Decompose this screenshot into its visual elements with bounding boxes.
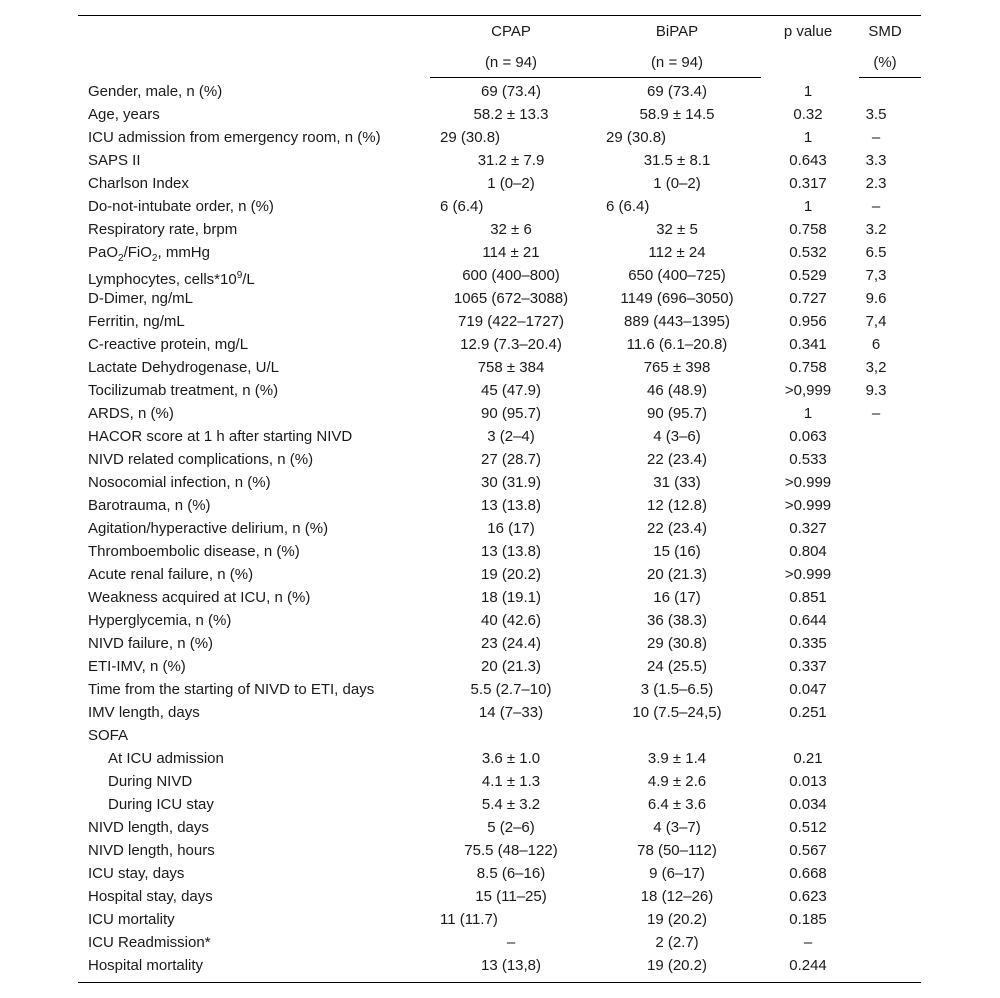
cell-cpap: 32 ± 6: [490, 221, 532, 238]
row-label: [88, 106, 160, 124]
cell-p-value: 1: [803, 198, 813, 215]
row-label-text: Do-not-intubate order, n (%): [88, 198, 274, 215]
row-label-text: /FiO: [123, 244, 152, 261]
cell-p-value: 0.533: [789, 451, 827, 468]
row-label: [88, 359, 279, 377]
cell-bipap: 78 (50–112): [637, 842, 717, 859]
cell-p-value: 0.567: [789, 842, 827, 859]
cell-bipap: 650 (400–725): [628, 267, 726, 284]
row-label-text: ICU Readmission*: [88, 934, 211, 951]
row-label: [88, 221, 237, 239]
cell-cpap: 719 (422–1727): [458, 313, 564, 330]
row-label: [88, 520, 328, 538]
cell-bipap: 22 (23.4): [646, 520, 708, 537]
cell-cpap: 13 (13.8): [480, 497, 542, 514]
cell-bipap: 6.4 ± 3.6: [647, 796, 707, 813]
cell-bipap: 15 (16): [653, 543, 701, 560]
row-label-text: HACOR score at 1 h after starting NIVD: [88, 428, 353, 445]
cell-cpap: 40 (42.6): [480, 612, 542, 629]
cell-cpap: 13 (13,8): [480, 957, 542, 974]
cell-p-value: 0.063: [789, 428, 827, 445]
header-smd-unit: (%): [873, 54, 897, 71]
cell-cpap: 6 (6.4): [440, 198, 484, 215]
cell-cpap: 8.5 (6–16): [476, 865, 546, 882]
cell-bipap: 765 ± 398: [643, 359, 711, 376]
row-label-text: ICU admission from emergency room, n (%): [88, 129, 381, 146]
row-label-text: Gender, male, n (%): [88, 83, 223, 100]
row-label-text: Hyperglycemia, n (%): [88, 612, 232, 629]
cell-cpap: 3 (2–4): [487, 428, 535, 445]
cell-smd: 3.5: [865, 106, 887, 123]
row-label-text: Weakness acquired at ICU, n (%): [88, 589, 311, 606]
cell-smd: 7,4: [865, 313, 887, 330]
cell-p-value: 1: [803, 83, 813, 100]
row-label: [88, 290, 193, 308]
cell-cpap: 16 (17): [487, 520, 535, 537]
cell-p-value: 1: [803, 405, 813, 422]
cell-p-value: –: [803, 934, 813, 951]
row-label: [88, 566, 253, 584]
row-label-text: Acute renal failure, n (%): [88, 566, 254, 583]
cell-smd: 6: [871, 336, 881, 353]
cell-p-value: 0.956: [789, 313, 827, 330]
cell-bipap: 3.9 ± 1.4: [647, 750, 707, 767]
row-label: [88, 658, 186, 676]
row-label: [88, 175, 189, 193]
cell-bipap: 9 (6–17): [649, 865, 705, 882]
row-label-text: ETI-IMV, n (%): [88, 658, 186, 675]
row-label-text: /L: [242, 271, 255, 288]
cell-p-value: 0.758: [789, 359, 827, 376]
row-label: [88, 152, 141, 170]
superscript: 9: [236, 270, 243, 281]
cell-bipap: 18 (12–26): [640, 888, 714, 905]
row-label-text: IMV length, days: [88, 704, 200, 721]
cell-smd: 3.3: [865, 152, 887, 169]
row-label: [108, 773, 192, 791]
cell-smd: 7,3: [865, 267, 887, 284]
header-cpap: CPAP: [491, 23, 531, 40]
row-label-text: SOFA: [88, 727, 129, 744]
cell-cpap: 3.6 ± 1.0: [481, 750, 541, 767]
subscript: 2: [151, 253, 158, 264]
row-label-text: C-reactive protein, mg/L: [88, 336, 249, 353]
subscript: 2: [118, 253, 124, 264]
cell-cpap: 30 (31.9): [480, 474, 542, 491]
row-label-text: Charlson Index: [88, 175, 189, 192]
row-label: [88, 727, 128, 745]
cell-cpap: 114 ± 21: [482, 244, 540, 261]
cell-p-value: 0.244: [789, 957, 827, 974]
row-label: [88, 842, 215, 860]
cell-p-value: 0.727: [789, 290, 827, 307]
cell-bipap: 2 (2.7): [655, 934, 699, 951]
cell-bipap: 31.5 ± 8.1: [643, 152, 711, 169]
cell-smd: –: [871, 129, 881, 146]
cell-p-value: 0.034: [789, 796, 827, 813]
cell-cpap: 23 (24.4): [480, 635, 542, 652]
cell-cpap: 5.5 (2.7–10): [470, 681, 552, 698]
row-label: [88, 474, 271, 492]
cell-p-value: 0.851: [789, 589, 827, 606]
row-label: [108, 796, 214, 814]
cell-cpap: 27 (28.7): [480, 451, 542, 468]
row-label: [88, 198, 274, 216]
cell-cpap: 20 (21.3): [480, 658, 542, 675]
row-label-text: Respiratory rate, brpm: [88, 221, 238, 238]
row-label: [88, 244, 210, 268]
cell-bipap: 20 (21.3): [646, 566, 708, 583]
cell-bipap: 29 (30.8): [606, 129, 667, 146]
cell-cpap: 1065 (672–3088): [453, 290, 569, 307]
row-label: [88, 635, 213, 653]
cell-cpap: 600 (400–800): [462, 267, 560, 284]
row-label: [88, 267, 255, 289]
cell-bipap: 19 (20.2): [646, 957, 708, 974]
row-label: [88, 934, 211, 952]
row-label: [88, 957, 203, 975]
header-underline-smd: [859, 77, 921, 78]
row-label: [88, 589, 310, 607]
cell-smd: 3.2: [865, 221, 887, 238]
row-label-text: NIVD length, days: [88, 819, 209, 836]
cell-smd: 9.3: [865, 382, 887, 399]
row-label-text: ICU stay, days: [88, 865, 185, 882]
cell-smd: 3,2: [865, 359, 887, 376]
cell-p-value: 0.013: [789, 773, 827, 790]
cell-bipap: 46 (48.9): [646, 382, 708, 399]
header-smd: SMD: [868, 23, 902, 40]
row-label-text: ICU mortality: [88, 911, 175, 928]
cell-bipap: 112 ± 24: [648, 244, 706, 261]
cell-bipap: 11.6 (6.1–20.8): [626, 336, 728, 353]
cell-bipap: 3 (1.5–6.5): [640, 681, 714, 698]
cell-cpap: 58.2 ± 13.3: [473, 106, 549, 123]
cell-bipap: 90 (95.7): [646, 405, 708, 422]
cell-p-value: >0.999: [784, 566, 832, 583]
row-label: [88, 681, 374, 699]
cell-p-value: 0.804: [789, 543, 827, 560]
bottom-rule: [78, 982, 921, 983]
cell-cpap: 5.4 ± 3.2: [481, 796, 541, 813]
cell-cpap: –: [506, 934, 516, 951]
row-label: [88, 911, 175, 929]
row-label: [108, 750, 224, 768]
row-label-text: Ferritin, ng/mL: [88, 313, 185, 330]
row-label-text: NIVD related complications, n (%): [88, 451, 314, 468]
row-label-text: Tocilizumab treatment, n (%): [88, 382, 279, 399]
row-label: [88, 451, 313, 469]
row-label-text: SAPS II: [88, 152, 141, 169]
header-cpap-n: (n = 94): [484, 54, 538, 71]
cell-cpap: 4.1 ± 1.3: [481, 773, 541, 790]
row-label-text: At ICU admission: [108, 750, 224, 767]
cell-bipap: 4 (3–7): [653, 819, 701, 836]
cell-bipap: 31 (33): [653, 474, 701, 491]
cell-smd: –: [871, 198, 881, 215]
cell-smd: –: [871, 405, 881, 422]
cell-p-value: 0.512: [789, 819, 827, 836]
cell-cpap: 19 (20.2): [480, 566, 542, 583]
header-underline-groups: [430, 77, 761, 78]
row-label-text: Nosocomial infection, n (%): [88, 474, 271, 491]
cell-cpap: 45 (47.9): [480, 382, 542, 399]
top-rule: [78, 15, 921, 16]
row-label-text: PaO: [88, 244, 119, 261]
cell-cpap: 5 (2–6): [487, 819, 535, 836]
row-label-text: Time from the starting of NIVD to ETI, days: [88, 681, 375, 698]
cell-bipap: 69 (73.4): [646, 83, 708, 100]
cell-cpap: 11 (11.7): [440, 911, 498, 928]
row-label-text: NIVD failure, n (%): [88, 635, 214, 652]
cell-cpap: 14 (7–33): [478, 704, 544, 721]
cell-p-value: 0.327: [789, 520, 827, 537]
cell-p-value: >0.999: [784, 497, 832, 514]
cell-p-value: 0.341: [789, 336, 827, 353]
cell-cpap: 69 (73.4): [480, 83, 542, 100]
row-label: [88, 497, 211, 515]
row-label: [88, 888, 213, 906]
row-label-text: , mmHg: [157, 244, 210, 261]
cell-bipap: 29 (30.8): [646, 635, 708, 652]
cell-bipap: 36 (38.3): [646, 612, 708, 629]
cell-bipap: 4.9 ± 2.6: [647, 773, 707, 790]
cell-cpap: 15 (11–25): [475, 888, 547, 905]
row-label: [88, 313, 185, 331]
row-label: [88, 612, 231, 630]
cell-bipap: 4 (3–6): [653, 428, 701, 445]
cell-bipap: 32 ± 5: [656, 221, 698, 238]
cell-p-value: 0.532: [789, 244, 827, 261]
cell-p-value: 0.529: [789, 267, 827, 284]
cell-bipap: 12 (12.8): [646, 497, 708, 514]
row-label: [88, 865, 184, 883]
cell-p-value: 0.337: [789, 658, 827, 675]
row-label-text: Thromboembolic disease, n (%): [88, 543, 300, 560]
row-label: [88, 704, 200, 722]
cell-cpap: 90 (95.7): [480, 405, 542, 422]
row-label-text: Age, years: [88, 106, 160, 123]
row-label: [88, 382, 278, 400]
cell-bipap: 24 (25.5): [646, 658, 708, 675]
header-bipap: BiPAP: [655, 23, 699, 40]
cell-smd: 6.5: [865, 244, 887, 261]
cell-p-value: 0.251: [789, 704, 827, 721]
cell-bipap: 10 (7.5–24,5): [632, 704, 722, 721]
cell-p-value: >0.999: [784, 474, 832, 491]
row-label: [88, 819, 209, 837]
cell-p-value: >0,999: [784, 382, 832, 399]
cell-p-value: 0.623: [789, 888, 827, 905]
cell-p-value: 1: [803, 129, 813, 146]
header-p-value: p value: [783, 23, 833, 40]
cell-p-value: 0.047: [789, 681, 827, 698]
cell-cpap: 1 (0–2): [487, 175, 535, 192]
row-label: [88, 428, 352, 446]
cell-p-value: 0.317: [789, 175, 827, 192]
cell-smd: 9.6: [865, 290, 887, 307]
cell-p-value: 0.185: [789, 911, 827, 928]
row-label-text: D-Dimer, ng/mL: [88, 290, 194, 307]
cell-p-value: 0.644: [789, 612, 827, 629]
row-label-text: Lymphocytes, cells*10: [88, 271, 237, 288]
cell-cpap: 29 (30.8): [440, 129, 501, 146]
cell-cpap: 758 ± 384: [477, 359, 545, 376]
row-label: [88, 543, 300, 561]
cell-p-value: 0.335: [789, 635, 827, 652]
cell-p-value: 0.758: [789, 221, 827, 238]
row-label: [88, 405, 174, 423]
cell-bipap: 889 (443–1395): [624, 313, 730, 330]
row-label: [88, 129, 381, 147]
cell-cpap: 31.2 ± 7.9: [477, 152, 545, 169]
cell-bipap: 1 (0–2): [653, 175, 701, 192]
cell-smd: 2.3: [865, 175, 887, 192]
row-label: [88, 336, 248, 354]
cell-bipap: 16 (17): [653, 589, 701, 606]
row-label-text: Agitation/hyperactive delirium, n (%): [88, 520, 329, 537]
row-label-text: Lactate Dehydrogenase, U/L: [88, 359, 279, 376]
row-label-text: Hospital mortality: [88, 957, 204, 974]
row-label: [88, 83, 222, 101]
cell-cpap: 12.9 (7.3–20.4): [460, 336, 562, 353]
row-label-text: During ICU stay: [108, 796, 214, 813]
row-label-text: NIVD length, hours: [88, 842, 215, 859]
cell-cpap: 18 (19.1): [480, 589, 542, 606]
cell-cpap: 13 (13.8): [480, 543, 542, 560]
cell-bipap: 6 (6.4): [606, 198, 650, 215]
row-label-text: Hospital stay, days: [88, 888, 213, 905]
cell-p-value: 0.32: [793, 106, 823, 123]
cell-bipap: 1149 (696–3050): [620, 290, 734, 307]
row-label-text: ARDS, n (%): [88, 405, 174, 422]
cell-p-value: 0.21: [793, 750, 823, 767]
cell-p-value: 0.643: [789, 152, 827, 169]
cell-bipap: 22 (23.4): [646, 451, 708, 468]
cell-p-value: 0.668: [789, 865, 827, 882]
row-label-text: Barotrauma, n (%): [88, 497, 211, 514]
row-label-text: During NIVD: [108, 773, 193, 790]
header-bipap-n: (n = 94): [650, 54, 704, 71]
cell-bipap: 19 (20.2): [646, 911, 708, 928]
cell-bipap: 58.9 ± 14.5: [639, 106, 715, 123]
cell-cpap: 75.5 (48–122): [464, 842, 558, 859]
